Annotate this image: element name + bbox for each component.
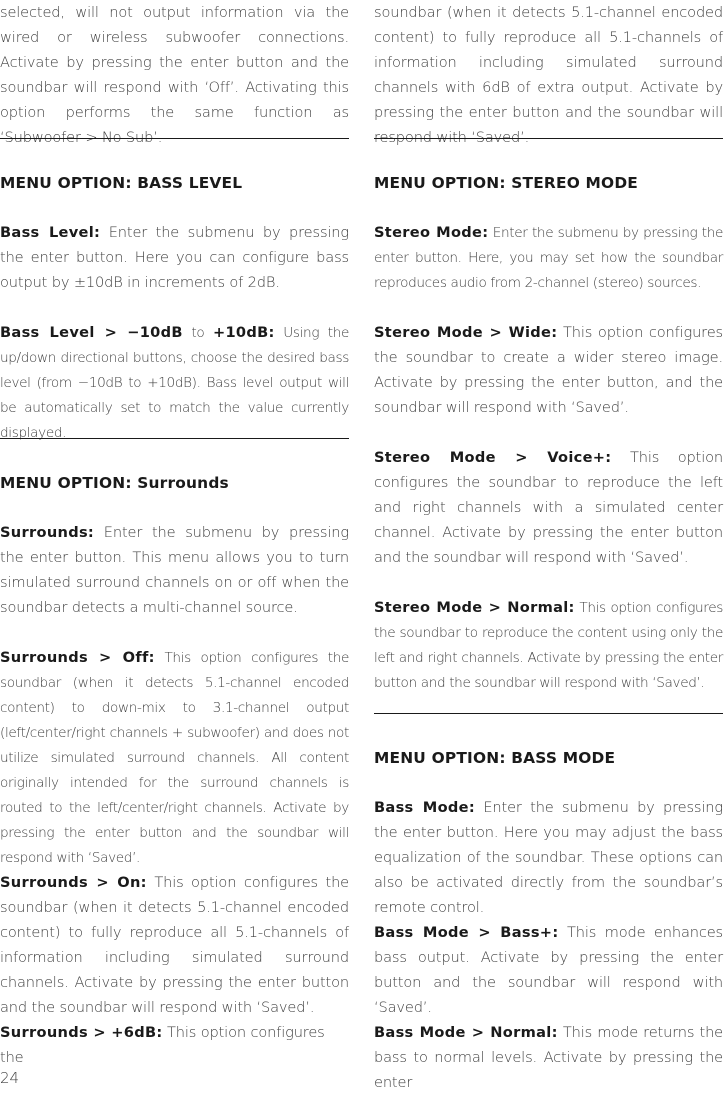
term-label: Bass Mode > Bass+:: [374, 924, 559, 941]
term-label: Bass Mode:: [374, 799, 476, 816]
term-label: Stereo Mode > Normal:: [374, 599, 575, 616]
paragraph-bass-mode-bassplus: [374, 920, 723, 1020]
paragraph-bass-level: [0, 220, 349, 295]
intro-continuation-left: selected, will not output information via the wired or wireless subwoofer connections. Activate by pressing the enter button and the soundbar will respond with ‘Off’. Activating this option performs the same function as ‘Subwoofer > No Sub’.: [0, 4, 349, 146]
heading-surrounds: MENU OPTION: Surrounds: [0, 474, 229, 492]
term-label: Stereo Mode > Voice+:: [374, 449, 612, 466]
term-label: +10dB:: [212, 324, 275, 341]
paragraph-bass-mode: [374, 795, 723, 920]
term-label: Surrounds:: [0, 524, 95, 541]
paragraph-surrounds-plus6db: [0, 1020, 349, 1070]
paragraph-surrounds: [0, 520, 349, 620]
term-connector: to: [182, 325, 213, 341]
heading-stereo-mode: MENU OPTION: STEREO MODE: [374, 174, 639, 192]
heading-bass-mode: MENU OPTION: BASS MODE: [374, 749, 616, 767]
paragraph-surrounds-on: [0, 870, 349, 1020]
paragraph-text: This option configures the soundbar (when it detects 5.1-channel encoded content) to down-mix to 3.1-channel output (left/center/right channels + subwoofer) and does not utilize simulated surround channels. All content originally intended for the surround channels is routed to the left/center/right channels. Activate by pressing the enter button and the soundbar will respond with ‘Saved’.: [0, 650, 349, 866]
term-label: Stereo Mode:: [374, 224, 489, 241]
section-divider: [374, 138, 723, 139]
term-label: Bass Level:: [0, 224, 101, 241]
paragraph-text: This option configures the soundbar to reproduce the content using only the left and right channels. Activate by pressing the enter button and the soundbar will respond with ‘Saved’.: [374, 600, 723, 691]
paragraph-stereo-mode-wide: [374, 320, 723, 420]
term-label: Surrounds > +6dB:: [0, 1024, 163, 1041]
page-number: 24: [0, 1069, 20, 1087]
paragraph-text: This option configures the: [0, 1024, 325, 1066]
section-divider: [0, 138, 349, 139]
paragraph-text: This mode enhances bass output. Activate by pressing the enter button and the soundbar will respond with ‘Saved’.: [374, 924, 723, 1016]
paragraph-text: This option configures the soundbar to reproduce the left and right channels with a simulated center channel. Activate by pressing the enter button and the soundbar will respond with ‘Saved’.: [374, 449, 723, 566]
paragraph-stereo-mode-normal: [374, 595, 723, 696]
paragraph-text: Using the up/down directional buttons, choose the desired bass level (from −10dB to +10dB). Bass level output will be automatically set to match the value currently displayed.: [0, 325, 349, 441]
term-label: Stereo Mode > Wide:: [374, 324, 558, 341]
paragraph-text: Enter the submenu by pressing the enter button. Here you can configure bass output by ±10dB in increments of 2dB.: [0, 224, 350, 291]
term-label: Surrounds > On:: [0, 874, 147, 891]
paragraph-text: Enter the submenu by pressing the enter button. Here you may adjust the bass equalization of the soundbar. These options can also be activated directly from the soundbar’s remote control.: [374, 799, 724, 916]
paragraph-text: This option configures the soundbar to create a wider stereo image. Activate by pressing the enter button, and the soundbar will respond with ‘Saved’.: [374, 324, 723, 416]
paragraph-bass-level-range: [0, 320, 349, 446]
term-label: Surrounds > Off:: [0, 649, 155, 666]
heading-bass-level: MENU OPTION: BASS LEVEL: [0, 174, 243, 192]
term-label: Bass Mode > Normal:: [374, 1024, 558, 1041]
paragraph-surrounds-off: [0, 645, 349, 871]
intro-continuation-right: soundbar (when it detects 5.1-channel encoded content) to fully reproduce all 5.1-channels of information including simulated surround channels with 6dB of extra output. Activate by pressing the enter button and the soundbar will respond with ‘Saved’.: [374, 4, 723, 146]
paragraph-text: This mode returns the bass to normal levels. Activate by pressing the enter: [374, 1024, 723, 1091]
section-divider: [0, 438, 349, 439]
paragraph-stereo-mode-voice: [374, 445, 723, 570]
paragraph-text: Enter the submenu by pressing the enter button. Here, you may set how the soundbar reproduces audio from 2-channel (stereo) sources.: [374, 225, 724, 291]
paragraph-bass-mode-normal: [374, 1020, 723, 1095]
section-divider: [374, 713, 723, 714]
term-label: Bass Level > −10dB: [0, 324, 183, 341]
paragraph-text: Enter the submenu by pressing the enter button. This menu allows you to turn simulated surround channels on or off when the soundbar detects a multi-channel source.: [0, 524, 349, 616]
paragraph-stereo-mode: [374, 220, 723, 296]
paragraph-text: This option configures the soundbar (when it detects 5.1-channel encoded content) to fully reproduce all 5.1-channels of information including simulated surround channels. Activate by pressing the enter button and the soundbar will respond with ‘Saved’.: [0, 874, 349, 1016]
